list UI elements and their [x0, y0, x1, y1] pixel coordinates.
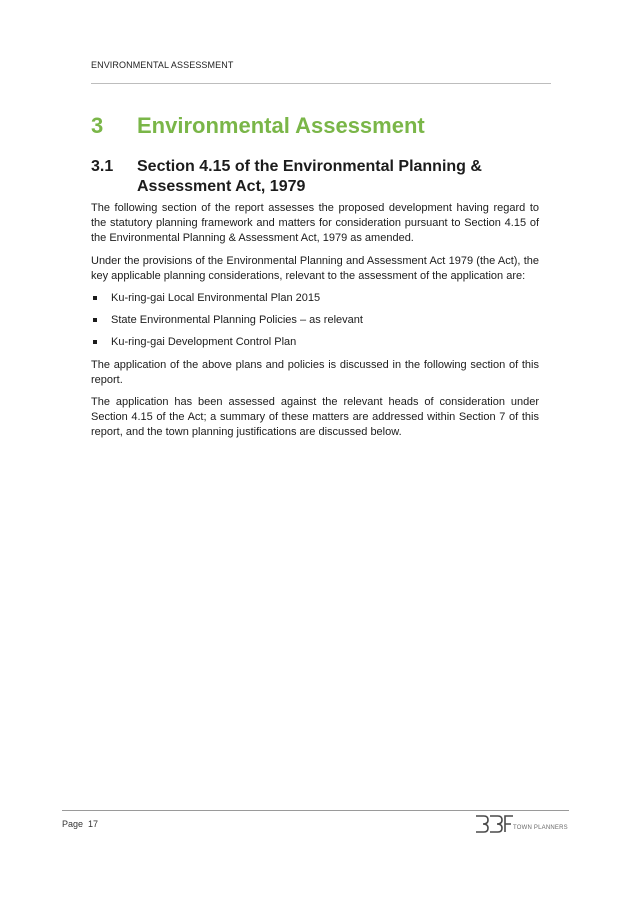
running-header: ENVIRONMENTAL ASSESSMENT	[91, 60, 234, 70]
list-item-text: Ku-ring-gai Local Environmental Plan 2015	[111, 292, 321, 305]
subsection-number: 3.1	[91, 158, 114, 175]
list-item-text: Ku-ring-gai Development Control Plan	[111, 336, 297, 349]
list-item	[91, 335, 539, 350]
bullet-icon	[93, 340, 97, 344]
section-number: 3	[91, 113, 104, 138]
body-content	[91, 201, 539, 448]
section-title: Environmental Assessment	[137, 113, 425, 138]
paragraph: The following section of the report assesses the proposed development having regard to the statutory planning framework and matters for consideration pursuant to Section 4.15 of the Environmental Planning & Assessment Act, 1979 as amended.	[91, 202, 539, 245]
header-divider	[91, 83, 551, 84]
page-prefix: Page	[62, 819, 84, 829]
page-number-value: 17	[88, 819, 99, 829]
bullet-icon	[93, 296, 97, 300]
subsection-heading	[91, 157, 551, 197]
paragraph: The application has been assessed against the relevant heads of consideration under Section 4.15 of the Act; a summary of these matters are addressed within Section 7 of this report, and the town planning justifications are discussed below.	[91, 396, 539, 439]
considerations-list	[91, 291, 539, 351]
logo-mark-icon	[474, 811, 514, 837]
page-number	[62, 819, 98, 829]
section-heading	[91, 113, 425, 139]
logo-text: TOWN PLANNERS	[513, 825, 568, 831]
list-item	[91, 291, 539, 306]
subsection-title: Section 4.15 of the Environmental Planning & Assessment Act, 1979	[137, 158, 482, 195]
list-item-text: State Environmental Planning Policies – as relevant	[111, 314, 363, 327]
paragraph: Under the provisions of the Environmental Planning and Assessment Act 1979 (the Act), the key applicable planning considerations, relevant to the assessment of the application are:	[91, 254, 539, 282]
list-item	[91, 313, 539, 328]
bullet-icon	[93, 318, 97, 322]
company-logo	[474, 811, 569, 837]
paragraph: The application of the above plans and policies is discussed in the following section of this report.	[91, 358, 539, 386]
